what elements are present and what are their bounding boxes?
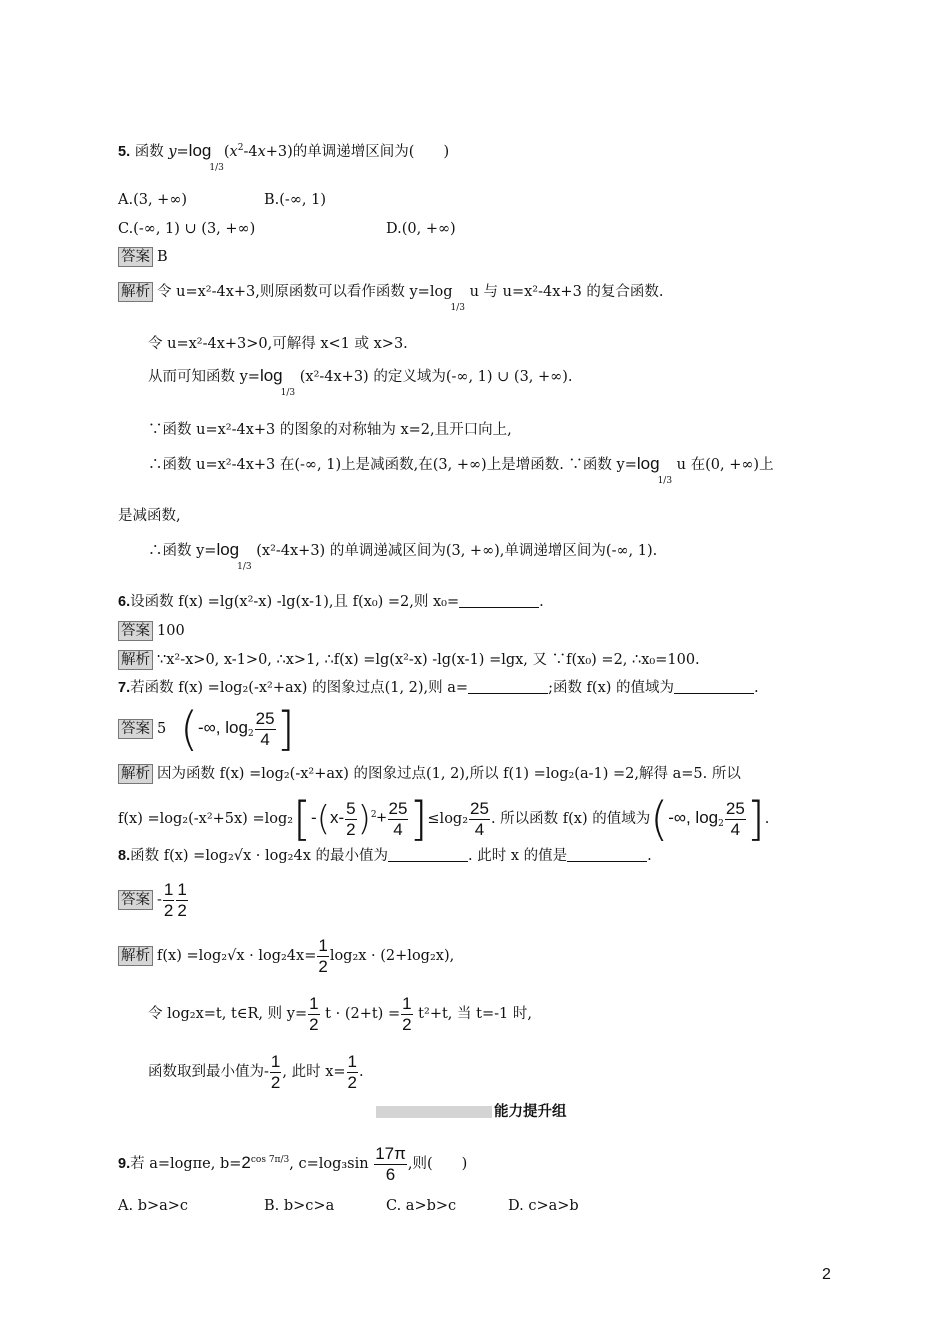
q5-analysis-line-5: ∴函数 u=x²-4x+3 在(-∞, 1)上是减函数,在(3, +∞)上是增函数. ∵函数 y=log1/3 u 在(0, +∞)上 [148,454,774,486]
fraction: $\frac{25}{4}$ [470,798,489,839]
fraction: $\frac{1}{2}$ [270,1051,281,1092]
q7-number: 7. [118,680,131,696]
q8-answer: 答案 - $\frac{1}{2}$ $\frac{1}{2}$ [118,878,189,922]
q7-analysis-line-1: 解析 因为函数 f(x) =log₂(-x²+ax) 的图象过点(1, 2),所以 f(1) =log₂(a-1) =2,解得 a=5. 所以 [118,764,741,784]
section-bar [376,1106,492,1118]
q9-number: 9. [118,1156,131,1172]
q6-answer: 答案 100 [118,621,185,641]
q5-analysis-line-4: ∵函数 u=x²-4x+3 的图象的对称轴为 x=2,且开口向上, [148,422,512,438]
q5-option-d: D.(0, +∞) [386,221,456,237]
fraction: $\frac{1}{2}$ [402,993,412,1034]
q5-analysis-line-3: 从而可知函数 y=log1/3 (x²-4x+3) 的定义域为(-∞, 1) ∪ (3, +∞). [148,366,573,398]
fraction: $\frac{25}{4}$ [725,798,745,839]
q5-answer: 答案 B [118,247,168,267]
q7-analysis-line-2: f(x) =log₂(-x²+5x) =log₂[-(x- $\frac{5}{2}$ )$^2$+ $\frac{25}{4}$ ]≤log₂ $\frac{25}{4}$ . 所以函数 f(x) 的值域为(-∞, $\log_2$ $\frac{25}{4}$ ]. [118,792,770,846]
answer-tag: 答案 [118,621,153,641]
fraction: $\frac{25}{4}$ [255,708,275,749]
q5-option-c: C.(-∞, 1) ∪ (3, +∞) [118,221,256,237]
q5-option-b: B.(-∞, 1) [264,192,327,208]
q5-option-a: A.(3, +∞) [118,192,188,208]
fraction: $\frac{25}{4}$ [388,798,408,839]
answer-tag: 答案 [118,719,153,739]
analysis-tag: 解析 [118,282,153,302]
page-number: 2 [822,1266,831,1283]
fraction: $\frac{1}{2}$ [177,879,187,920]
fraction: $\frac{17\pi}{6}$ [375,1143,406,1184]
q8-analysis-line-2: 令 log₂x=t, t∈R, 则 y= $\frac{1}{2}$ t · (2+t) = $\frac{1}{2}$ t²+t, 当 t=-1 时, [148,993,532,1034]
q8-analysis-line-3: 函数取到最小值为- $\frac{1}{2}$ , 此时 x= $\frac{1}{2}$ . [148,1051,364,1092]
fraction: $\frac{1}{2}$ [309,993,319,1034]
q6-stem: 6.设函数 f(x) =lg(x²-x) -lg(x-1),且 f(x₀) =2,则 x₀= . [118,594,544,610]
q7-stem: 7.若函数 f(x) =log₂(-x²+ax) 的图象过点(1, 2),则 a= ;函数 f(x) 的值域为 . [118,680,759,696]
q6-number: 6. [118,594,131,610]
q5-stem: 5. 函数 $y=\log 1/3(x^2-4x+3)$的单调递增区间为( ) [118,141,450,173]
answer-blank[interactable] [388,847,468,862]
q5-analysis-line-6: 是减函数, [118,508,181,524]
answer-blank[interactable] [674,679,754,694]
fraction: $\frac{1}{2}$ [318,935,328,976]
q9-stem: 9.若 a=logπe, $b=2^{cos 7\pi/3}$, c=log₃sin $\frac{17\pi}{6}$ ,则( ) [118,1143,468,1184]
section-title: 能力提升组 [494,1104,567,1120]
analysis-tag: 解析 [118,650,153,670]
fraction: $\frac{5}{2}$ [346,798,356,839]
q9-option-d: D. c>a>b [508,1198,579,1214]
q9-option-a: A. b>a>c [118,1198,189,1214]
fraction: $\frac{1}{2}$ [347,1051,357,1092]
answer-blank[interactable] [567,847,647,862]
analysis-tag: 解析 [118,764,153,784]
q6-analysis: 解析 ∵x²-x>0, x-1>0, ∴x>1, ∴f(x) =lg(x²-x) -lg(x-1) =lgx, 又 ∵f(x₀) =2, ∴x₀=100. [118,650,700,670]
analysis-tag: 解析 [118,946,153,966]
fraction: $\frac{1}{2}$ [163,879,174,920]
answer-tag: 答案 [118,247,153,267]
q8-analysis-line-1: 解析 f(x) =log₂√x · log₂4x= $\frac{1}{2}$ log₂x · (2+log₂x), [118,934,454,978]
q7-answer: 答案 5 (-∞, $\log_2$ $\frac{25}{4}$ ] [118,706,295,756]
answer-blank[interactable] [468,679,548,694]
answer-tag: 答案 [118,890,153,910]
q8-stem: 8.函数 f(x) =log₂√x · log₂4x 的最小值为 . 此时 x 的值是 . [118,848,652,864]
q5-analysis-line-2: 令 u=x²-4x+3>0,可解得 x<1 或 x>3. [148,336,408,352]
q8-number: 8. [118,848,131,864]
q5-analysis-line-1: 解析 令 u=x²-4x+3,则原函数可以看作函数 y=log1/3 u 与 u=x²-4x+3 的复合函数. [118,282,664,318]
q9-option-c: C. a>b>c [386,1198,457,1214]
answer-blank[interactable] [459,593,539,608]
q5-analysis-line-7: ∴函数 y=log1/3 (x²-4x+3) 的单调递减区间为(3, +∞),单调递增区间为(-∞, 1). [148,540,658,572]
q9-option-b: B. b>c>a [264,1198,335,1214]
q5-number: 5. [118,144,131,160]
